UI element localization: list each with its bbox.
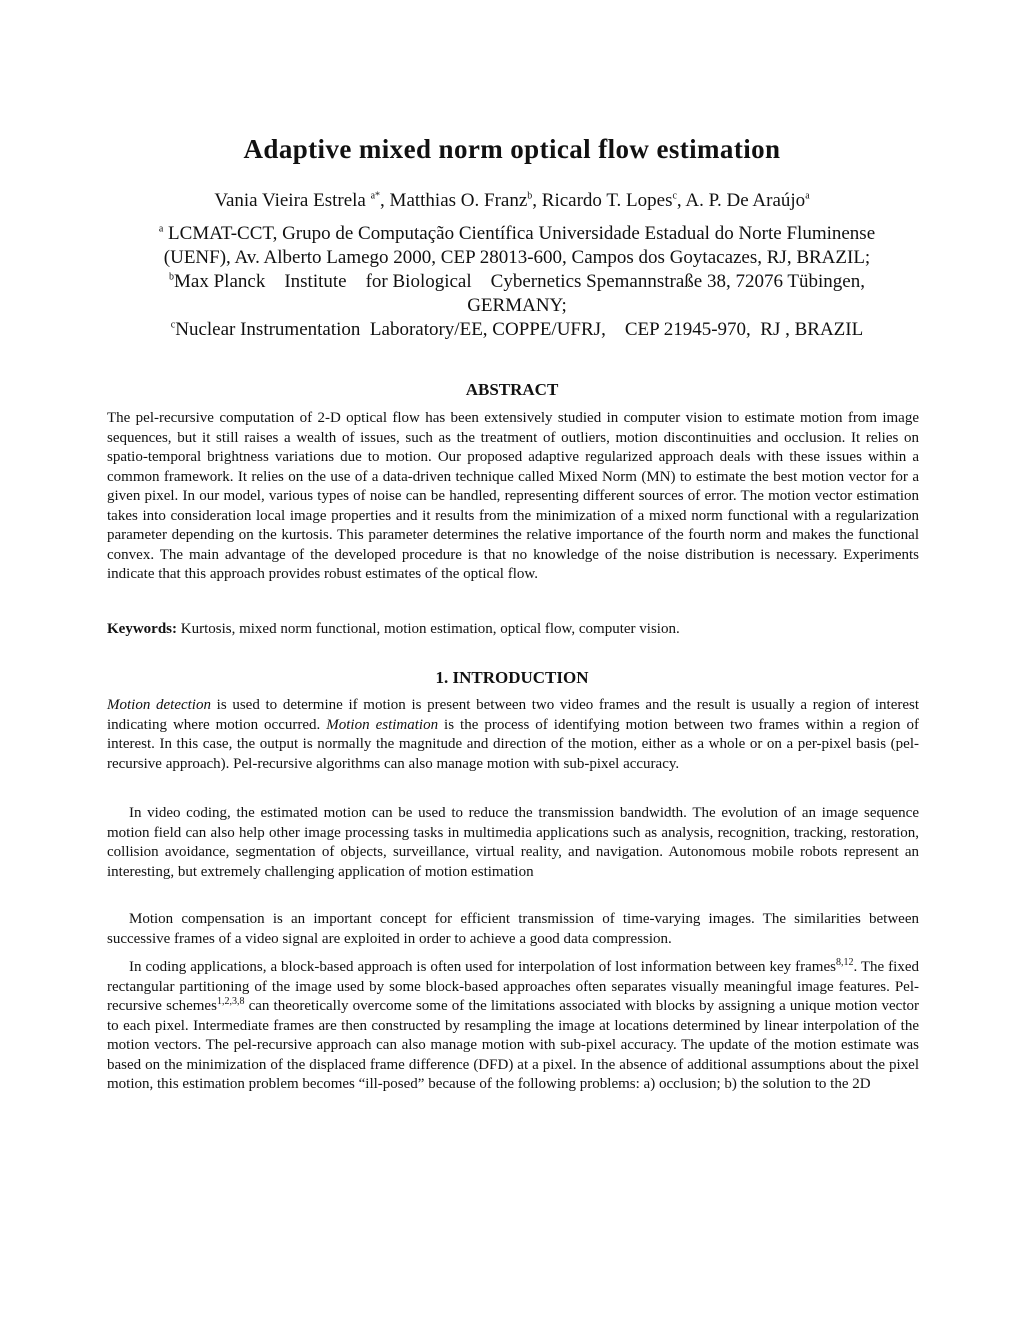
abstract-heading: ABSTRACT: [465, 380, 559, 399]
intro-paragraph-2: In video coding, the estimated motion can be used to reduce the transmission bandwidth. The evolution of an image sequence motion field can also help other image processing tasks in multimedia applications such as analysis, recognition, tracking, restoration, collision avoidance, segmentation of objects, surveillance, virtual reality, and navigation. Autonomous mobile robots represent an interesting, but extremely challenging application of motion estimation: [107, 805, 919, 880]
intro-paragraph-4: In coding applications, a block-based approach is often used for interpolation of lost information between key frames$^{8,12}$. The fixed rectangular partitioning of the image used by some block-based approaches often separates visually meaningful image features. Pel-recursive schemes$^{1,2,3,8}$ can theoretically overcome some of the limitations associated with blocks by assigning a unique motion vector to each pixel. Intermediate frames are then constructed by resampling the image at locations determined by linear interpolation of the motion vectors. The pel-recursive approach can also manage motion with sub-pixel accuracy. The update of the motion estimate was based on the minimization of the displaced frame difference (DFD) at a pixel. In the absence of additional assumptions about the pixel motion, this estimation problem becomes “ill-posed” because of the following problems: a) occlusion; b) the solution to the 2D: [107, 957, 919, 1092]
author-name: A. P. De Araújo: [685, 190, 806, 211]
affiliation-a-line-2: (UENF), Av. Alberto Lamego 2000, CEP 28013-600, Campos dos Goytacazes, RJ, BRAZIL;: [163, 247, 871, 268]
affiliation-a-line-1: $^a$ LCMAT-CCT, Grupo de Computação Científica Universidade Estadual do Norte Fluminense: [158, 223, 876, 244]
affiliation-b-line-2: GERMANY;: [467, 295, 567, 316]
keywords: [107, 620, 919, 640]
introduction-heading: 1. INTRODUCTION: [435, 668, 589, 687]
intro-paragraph-3: Motion compensation is an important concept for efficient transmission of time-varying images. The similarities between successive frames of a video signal are exploited in order to achieve a good data compression.: [107, 911, 919, 947]
author-affiliation-mark: b: [527, 190, 533, 202]
author-name: Vania Vieira Estrela: [214, 190, 371, 211]
affiliation-c-line-1: $^c$Nuclear Instrumentation Laboratory/EE, COPPE/UFRJ, CEP 21945-970, RJ , BRAZIL: [170, 319, 864, 340]
affiliation-mark: a: [158, 223, 164, 235]
affiliation-mark: c: [170, 319, 176, 331]
affiliations: [130, 222, 904, 342]
abstract-text: The pel-recursive computation of 2-D optical flow has been extensively studied in computer vision to estimate motion from image sequences, but it still raises a wealth of issues, such as the treatment of outliers, motion discontinuities and occlusion. It relies on spatio-temporal brightness variations due to motion. Our proposed adaptive regularized approach deals with these issues within a common framework. It relies on the use of a data-driven technique called Mixed Norm (MN) to estimate the best motion vector for a given pixel. In our model, various types of noise can be handled, representing different sources of error. The motion vector estimation takes into consideration local image properties and it results from the minimization of a mixed norm functional with a regularization parameter depending on the kurtosis. This parameter determines the relative importance of the fourth norm and makes the functional convex. The main advantage of the developed procedure is that no knowledge of the noise distribution is necessary. Experiments indicate that this approach provides robust estimates of the optical flow.: [107, 410, 919, 582]
author-affiliation-mark: a: [805, 190, 810, 202]
keywords-label: Keywords:: [107, 621, 177, 637]
author-affiliation-mark: c: [672, 190, 677, 202]
author-name: Matthias O. Franz: [389, 190, 528, 211]
affiliation-b-line-1: $^b$Max Planck Institute for Biological Cybernetics Spemannstraße 38, 72076 Tübingen,: [169, 271, 865, 292]
term-motion-detection: Motion detection: [107, 697, 211, 713]
term-motion-estimation: Motion estimation: [326, 716, 439, 733]
author-affiliation-mark: a*: [370, 190, 381, 202]
author-name: Ricardo T. Lopes: [541, 190, 673, 211]
paper-title: Adaptive mixed norm optical flow estimation: [243, 134, 781, 164]
author-list: [0, 190, 1024, 212]
author-separator: ,: [532, 190, 542, 211]
affiliation-mark: b: [169, 271, 175, 283]
author-separator: ,: [380, 190, 390, 211]
author-separator: ,: [676, 190, 686, 211]
citation-ref: 8,12: [835, 957, 854, 968]
keywords-text: Kurtosis, mixed norm functional, motion estimation, optical flow, computer vision.: [177, 621, 680, 637]
intro-paragraph-1: Motion detection is used to determine if motion is present between two video frames and the result is usually a region of interest indicating where motion occurred. Motion estimation is the process of identifying motion between two frames within a region of interest. In this case, the output is normally the magnitude and direction of the motion, either as a whole or on a per-pixel basis (pel-recursive approach). Pel-recursive algorithms can also manage motion with sub-pixel accuracy.: [107, 697, 920, 772]
citation-ref: 1,2,3,8: [216, 996, 245, 1007]
